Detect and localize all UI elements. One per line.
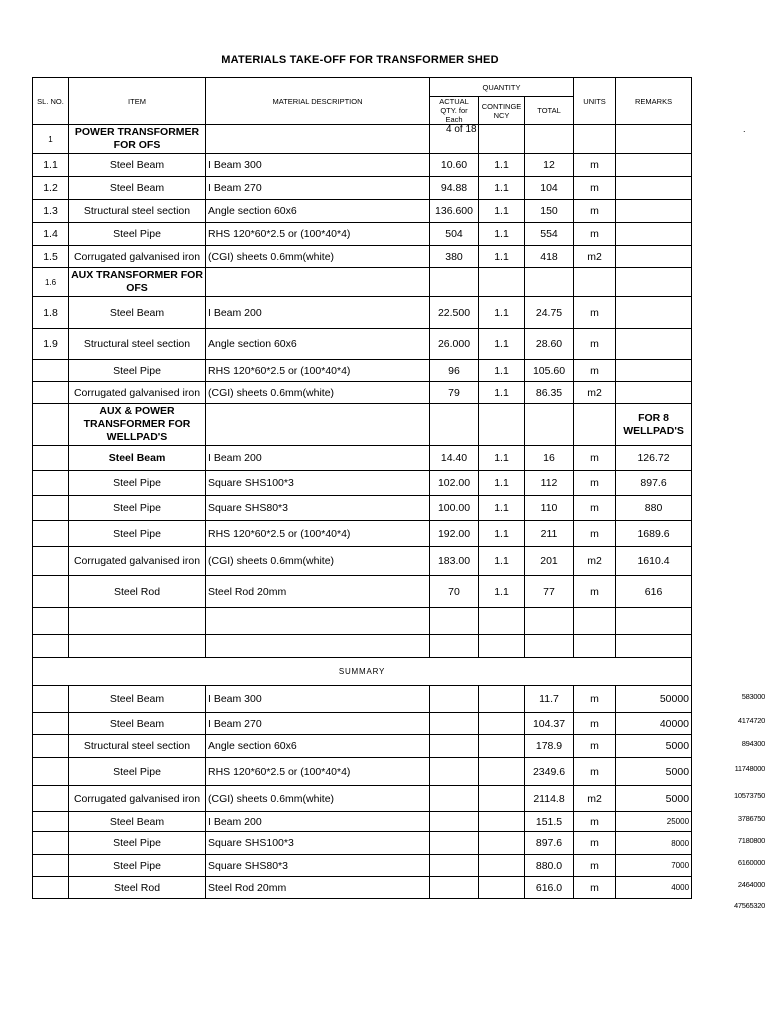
description-cell: I Beam 270 bbox=[206, 713, 430, 735]
description-cell: Square SHS80*3 bbox=[206, 855, 430, 877]
item-cell: Steel Beam bbox=[69, 686, 206, 713]
header-material-description: MATERIAL DESCRIPTION bbox=[206, 78, 430, 125]
units-cell: m bbox=[574, 329, 616, 360]
remarks-cell bbox=[616, 329, 692, 360]
item-cell: Corrugated galvanised iron bbox=[69, 246, 206, 268]
total-cell: 178.9 bbox=[525, 735, 574, 758]
total-cell: 418 bbox=[525, 246, 574, 268]
item-cell: Steel Pipe bbox=[69, 471, 206, 496]
description-cell: I Beam 200 bbox=[206, 297, 430, 329]
amount-value: 4174720 bbox=[737, 716, 765, 725]
contingency-cell: 1.1 bbox=[479, 200, 525, 223]
description-cell: I Beam 200 bbox=[206, 446, 430, 471]
total-cell: 2114.8 bbox=[525, 786, 574, 812]
item-cell: Steel Beam bbox=[69, 297, 206, 329]
actual-qty-cell: 504 bbox=[430, 223, 479, 246]
sl-no-cell: 1.2 bbox=[33, 177, 69, 200]
total-cell: 11.7 bbox=[525, 686, 574, 713]
sl-no-cell: 1.5 bbox=[33, 246, 69, 268]
description-cell: (CGI) sheets 0.6mm(white) bbox=[206, 786, 430, 812]
description-cell: (CGI) sheets 0.6mm(white) bbox=[206, 382, 430, 404]
rate-cell: 5000 bbox=[616, 758, 692, 786]
rate-cell: 8000 bbox=[616, 832, 692, 855]
total-cell: 150 bbox=[525, 200, 574, 223]
total-cell: 86.35 bbox=[525, 382, 574, 404]
rate-cell: 5000 bbox=[616, 786, 692, 812]
description-cell: I Beam 300 bbox=[206, 686, 430, 713]
units-cell: m2 bbox=[574, 547, 616, 576]
rate-cell: 50000 bbox=[616, 686, 692, 713]
units-cell: m bbox=[574, 496, 616, 521]
total-cell: 12 bbox=[525, 154, 574, 177]
sl-no-cell bbox=[33, 686, 69, 713]
sl-no-cell bbox=[33, 521, 69, 547]
item-cell: Steel Pipe bbox=[69, 360, 206, 382]
total-cell: 201 bbox=[525, 547, 574, 576]
amount-value: 7180800 bbox=[737, 835, 765, 845]
table-row bbox=[33, 154, 692, 177]
remarks-cell bbox=[616, 223, 692, 246]
total-cell: 104 bbox=[525, 177, 574, 200]
item-cell: Structural steel section bbox=[69, 200, 206, 223]
amount-value: 894300 bbox=[741, 738, 765, 748]
item-cell: Steel Beam bbox=[69, 154, 206, 177]
contingency-cell bbox=[479, 812, 525, 832]
description-cell: I Beam 270 bbox=[206, 177, 430, 200]
table-row bbox=[33, 471, 692, 496]
total-cell: 211 bbox=[525, 521, 574, 547]
sl-no-cell bbox=[33, 735, 69, 758]
total-cell: 28.60 bbox=[525, 329, 574, 360]
description-cell: Square SHS100*3 bbox=[206, 832, 430, 855]
table-row bbox=[33, 360, 692, 382]
total-cell: 151.5 bbox=[525, 812, 574, 832]
rate-cell: 4000 bbox=[616, 877, 692, 899]
amount-value: 3786750 bbox=[737, 814, 765, 823]
description-cell: (CGI) sheets 0.6mm(white) bbox=[206, 547, 430, 576]
total-cell: 110 bbox=[525, 496, 574, 521]
item-cell: Steel Rod bbox=[69, 576, 206, 608]
remarks-cell bbox=[616, 200, 692, 223]
actual-qty-cell: 22.500 bbox=[430, 297, 479, 329]
amount-value: 583000 bbox=[741, 691, 765, 701]
item-cell: Steel Beam bbox=[69, 812, 206, 832]
sl-no-cell bbox=[33, 382, 69, 404]
contingency-cell: 1.1 bbox=[479, 446, 525, 471]
sl-no-cell bbox=[33, 758, 69, 786]
remarks-cell: 126.72 bbox=[616, 446, 692, 471]
units-cell: m bbox=[574, 877, 616, 899]
units-cell: m bbox=[574, 576, 616, 608]
header-quantity: QUANTITY bbox=[430, 78, 574, 97]
contingency-cell bbox=[479, 855, 525, 877]
table-row bbox=[33, 496, 692, 521]
sl-no-cell bbox=[33, 855, 69, 877]
units-cell: m bbox=[574, 855, 616, 877]
item-cell: Steel Beam bbox=[69, 177, 206, 200]
actual-qty-cell bbox=[430, 713, 479, 735]
sl-no-cell bbox=[33, 877, 69, 899]
actual-qty-cell: 14.40 bbox=[430, 446, 479, 471]
actual-qty-cell: 183.00 bbox=[430, 547, 479, 576]
units-cell: m bbox=[574, 713, 616, 735]
total-cell: 554 bbox=[525, 223, 574, 246]
table-row bbox=[33, 576, 692, 608]
section-row bbox=[33, 404, 692, 446]
rate-cell: 25000 bbox=[616, 812, 692, 832]
contingency-cell bbox=[479, 758, 525, 786]
contingency-cell bbox=[479, 832, 525, 855]
summary-row bbox=[33, 877, 692, 899]
section-remarks: FOR 8 WELLPAD'S bbox=[616, 404, 692, 446]
remarks-cell bbox=[616, 382, 692, 404]
amount-value: 11748000 bbox=[734, 764, 765, 773]
sl-no-cell: 1.9 bbox=[33, 329, 69, 360]
table-row bbox=[33, 200, 692, 223]
contingency-cell: 1.1 bbox=[479, 576, 525, 608]
remarks-cell bbox=[616, 154, 692, 177]
actual-qty-cell: 380 bbox=[430, 246, 479, 268]
table-row bbox=[33, 223, 692, 246]
item-cell: Structural steel section bbox=[69, 735, 206, 758]
actual-qty-cell bbox=[430, 812, 479, 832]
actual-qty-cell: 10.60 bbox=[430, 154, 479, 177]
stray-mark: . bbox=[743, 124, 746, 134]
summary-row bbox=[33, 686, 692, 713]
actual-qty-cell: 96 bbox=[430, 360, 479, 382]
units-cell: m2 bbox=[574, 382, 616, 404]
sl-no-cell bbox=[33, 812, 69, 832]
total-cell: 77 bbox=[525, 576, 574, 608]
amount-value: 6160000 bbox=[737, 858, 765, 867]
sl-no-cell bbox=[33, 547, 69, 576]
total-cell: 616.0 bbox=[525, 877, 574, 899]
rate-cell: 40000 bbox=[616, 713, 692, 735]
contingency-cell: 1.1 bbox=[479, 382, 525, 404]
summary-label: SUMMARY bbox=[33, 658, 692, 686]
contingency-cell bbox=[479, 786, 525, 812]
units-cell: m bbox=[574, 832, 616, 855]
actual-qty-cell bbox=[430, 832, 479, 855]
amount-value: 2464000 bbox=[737, 880, 765, 889]
sl-no-cell bbox=[33, 576, 69, 608]
total-cell: 24.75 bbox=[525, 297, 574, 329]
header-contingency: CONTINGENCY bbox=[479, 97, 525, 125]
units-cell: m bbox=[574, 686, 616, 713]
section-sl: 1 bbox=[33, 125, 69, 154]
sl-no-cell bbox=[33, 360, 69, 382]
units-cell: m bbox=[574, 223, 616, 246]
actual-qty-cell bbox=[430, 855, 479, 877]
sl-no-cell: 1.4 bbox=[33, 223, 69, 246]
actual-qty-cell: 102.00 bbox=[430, 471, 479, 496]
blank-row bbox=[33, 608, 692, 635]
section-row bbox=[33, 268, 692, 297]
summary-row bbox=[33, 832, 692, 855]
header-total: TOTAL bbox=[525, 97, 574, 125]
remarks-cell bbox=[616, 246, 692, 268]
remarks-cell bbox=[616, 297, 692, 329]
description-cell: I Beam 200 bbox=[206, 812, 430, 832]
actual-qty-cell bbox=[430, 786, 479, 812]
description-cell: I Beam 300 bbox=[206, 154, 430, 177]
item-cell: Steel Pipe bbox=[69, 223, 206, 246]
remarks-cell: 897.6 bbox=[616, 471, 692, 496]
total-cell: 112 bbox=[525, 471, 574, 496]
total-cell: 16 bbox=[525, 446, 574, 471]
header-item: ITEM bbox=[69, 78, 206, 125]
contingency-cell bbox=[479, 713, 525, 735]
units-cell: m bbox=[574, 471, 616, 496]
description-cell: Square SHS80*3 bbox=[206, 496, 430, 521]
contingency-cell: 1.1 bbox=[479, 360, 525, 382]
total-cell: 880.0 bbox=[525, 855, 574, 877]
units-cell: m bbox=[574, 735, 616, 758]
table-row bbox=[33, 382, 692, 404]
actual-qty-cell bbox=[430, 758, 479, 786]
actual-qty-cell: 79 bbox=[430, 382, 479, 404]
header-units: UNITS bbox=[574, 78, 616, 125]
blank-row bbox=[33, 635, 692, 658]
sl-no-cell: 1.8 bbox=[33, 297, 69, 329]
contingency-cell: 1.1 bbox=[479, 547, 525, 576]
description-cell: Square SHS100*3 bbox=[206, 471, 430, 496]
contingency-cell: 1.1 bbox=[479, 246, 525, 268]
remarks-cell bbox=[616, 177, 692, 200]
item-cell: Steel Pipe bbox=[69, 758, 206, 786]
table-row bbox=[33, 177, 692, 200]
units-cell: m bbox=[574, 758, 616, 786]
units-cell: m bbox=[574, 360, 616, 382]
contingency-cell bbox=[479, 877, 525, 899]
header-remarks: REMARKS bbox=[616, 78, 692, 125]
header-sl-no: SL. NO. bbox=[33, 78, 69, 125]
table-row bbox=[33, 246, 692, 268]
summary-row bbox=[33, 812, 692, 832]
contingency-cell: 1.1 bbox=[479, 521, 525, 547]
section-title: POWER TRANSFORMER FOR OFS bbox=[69, 125, 206, 154]
table-row bbox=[33, 521, 692, 547]
item-cell: Structural steel section bbox=[69, 329, 206, 360]
sl-no-cell bbox=[33, 496, 69, 521]
table-row bbox=[33, 297, 692, 329]
contingency-cell: 1.1 bbox=[479, 154, 525, 177]
contingency-cell: 1.1 bbox=[479, 223, 525, 246]
header-actual-qty: ACTUAL QTY. for Each bbox=[430, 97, 479, 125]
sl-no-cell bbox=[33, 713, 69, 735]
contingency-cell: 1.1 bbox=[479, 297, 525, 329]
actual-qty-cell: 192.00 bbox=[430, 521, 479, 547]
sl-no-cell bbox=[33, 832, 69, 855]
remarks-cell: 1610.4 bbox=[616, 547, 692, 576]
actual-qty-cell bbox=[430, 735, 479, 758]
remarks-cell: 1689.6 bbox=[616, 521, 692, 547]
contingency-cell: 1.1 bbox=[479, 177, 525, 200]
units-cell: m bbox=[574, 200, 616, 223]
description-cell: Angle section 60x6 bbox=[206, 200, 430, 223]
description-cell: RHS 120*60*2.5 or (100*40*4) bbox=[206, 758, 430, 786]
actual-qty-cell: 136.600 bbox=[430, 200, 479, 223]
sl-no-cell bbox=[33, 786, 69, 812]
item-cell: Corrugated galvanised iron bbox=[69, 382, 206, 404]
total-cell: 105.60 bbox=[525, 360, 574, 382]
actual-qty-cell: 26.000 bbox=[430, 329, 479, 360]
remarks-cell bbox=[616, 360, 692, 382]
remarks-cell: 616 bbox=[616, 576, 692, 608]
contingency-cell: 1.1 bbox=[479, 496, 525, 521]
units-cell: m bbox=[574, 297, 616, 329]
units-cell: m2 bbox=[574, 246, 616, 268]
item-cell: Steel Rod bbox=[69, 877, 206, 899]
description-cell: Steel Rod 20mm bbox=[206, 877, 430, 899]
section-title: AUX & POWER TRANSFORMER FOR WELLPAD'S bbox=[69, 404, 206, 446]
item-cell: Corrugated galvanised iron bbox=[69, 786, 206, 812]
description-cell: RHS 120*60*2.5 or (100*40*4) bbox=[206, 223, 430, 246]
table-row bbox=[33, 547, 692, 576]
remarks-cell: 880 bbox=[616, 496, 692, 521]
total-cell: 104.37 bbox=[525, 713, 574, 735]
grand-total: 47565320 bbox=[734, 901, 765, 910]
description-cell: RHS 120*60*2.5 or (100*40*4) bbox=[206, 521, 430, 547]
summary-row bbox=[33, 735, 692, 758]
summary-row bbox=[33, 855, 692, 877]
contingency-cell bbox=[479, 686, 525, 713]
units-cell: m bbox=[574, 521, 616, 547]
total-cell: 897.6 bbox=[525, 832, 574, 855]
section-sl: 1.6 bbox=[33, 268, 69, 297]
item-cell: Steel Pipe bbox=[69, 496, 206, 521]
page-indicator: 4 of 18 bbox=[446, 124, 477, 135]
page-title: MATERIALS TAKE-OFF FOR TRANSFORMER SHED bbox=[221, 54, 499, 66]
actual-qty-cell bbox=[430, 877, 479, 899]
item-cell: Steel Pipe bbox=[69, 855, 206, 877]
description-cell: Angle section 60x6 bbox=[206, 735, 430, 758]
item-cell: Steel Beam bbox=[69, 446, 206, 471]
units-cell: m bbox=[574, 812, 616, 832]
actual-qty-cell: 70 bbox=[430, 576, 479, 608]
description-cell: (CGI) sheets 0.6mm(white) bbox=[206, 246, 430, 268]
summary-row bbox=[33, 786, 692, 812]
units-cell: m bbox=[574, 154, 616, 177]
sl-no-cell bbox=[33, 471, 69, 496]
summary-row bbox=[33, 758, 692, 786]
rate-cell: 5000 bbox=[616, 735, 692, 758]
section-title: AUX TRANSFORMER FOR OFS bbox=[69, 268, 206, 297]
item-cell: Corrugated galvanised iron bbox=[69, 547, 206, 576]
actual-qty-cell bbox=[430, 686, 479, 713]
materials-takeoff-table bbox=[32, 77, 692, 899]
actual-qty-cell: 100.00 bbox=[430, 496, 479, 521]
total-cell: 2349.6 bbox=[525, 758, 574, 786]
amount-value: 10573750 bbox=[734, 791, 765, 800]
contingency-cell: 1.1 bbox=[479, 471, 525, 496]
units-cell: m bbox=[574, 446, 616, 471]
description-cell: Steel Rod 20mm bbox=[206, 576, 430, 608]
units-cell: m bbox=[574, 177, 616, 200]
contingency-cell: 1.1 bbox=[479, 329, 525, 360]
table-row bbox=[33, 329, 692, 360]
item-cell: Steel Beam bbox=[69, 713, 206, 735]
item-cell: Steel Pipe bbox=[69, 521, 206, 547]
description-cell: Angle section 60x6 bbox=[206, 329, 430, 360]
item-cell: Steel Pipe bbox=[69, 832, 206, 855]
actual-qty-cell: 94.88 bbox=[430, 177, 479, 200]
description-cell: RHS 120*60*2.5 or (100*40*4) bbox=[206, 360, 430, 382]
table-row bbox=[33, 446, 692, 471]
section-row bbox=[33, 125, 692, 154]
contingency-cell bbox=[479, 735, 525, 758]
summary-row bbox=[33, 713, 692, 735]
sl-no-cell: 1.1 bbox=[33, 154, 69, 177]
units-cell: m2 bbox=[574, 786, 616, 812]
rate-cell: 7000 bbox=[616, 855, 692, 877]
sl-no-cell: 1.3 bbox=[33, 200, 69, 223]
sl-no-cell bbox=[33, 446, 69, 471]
